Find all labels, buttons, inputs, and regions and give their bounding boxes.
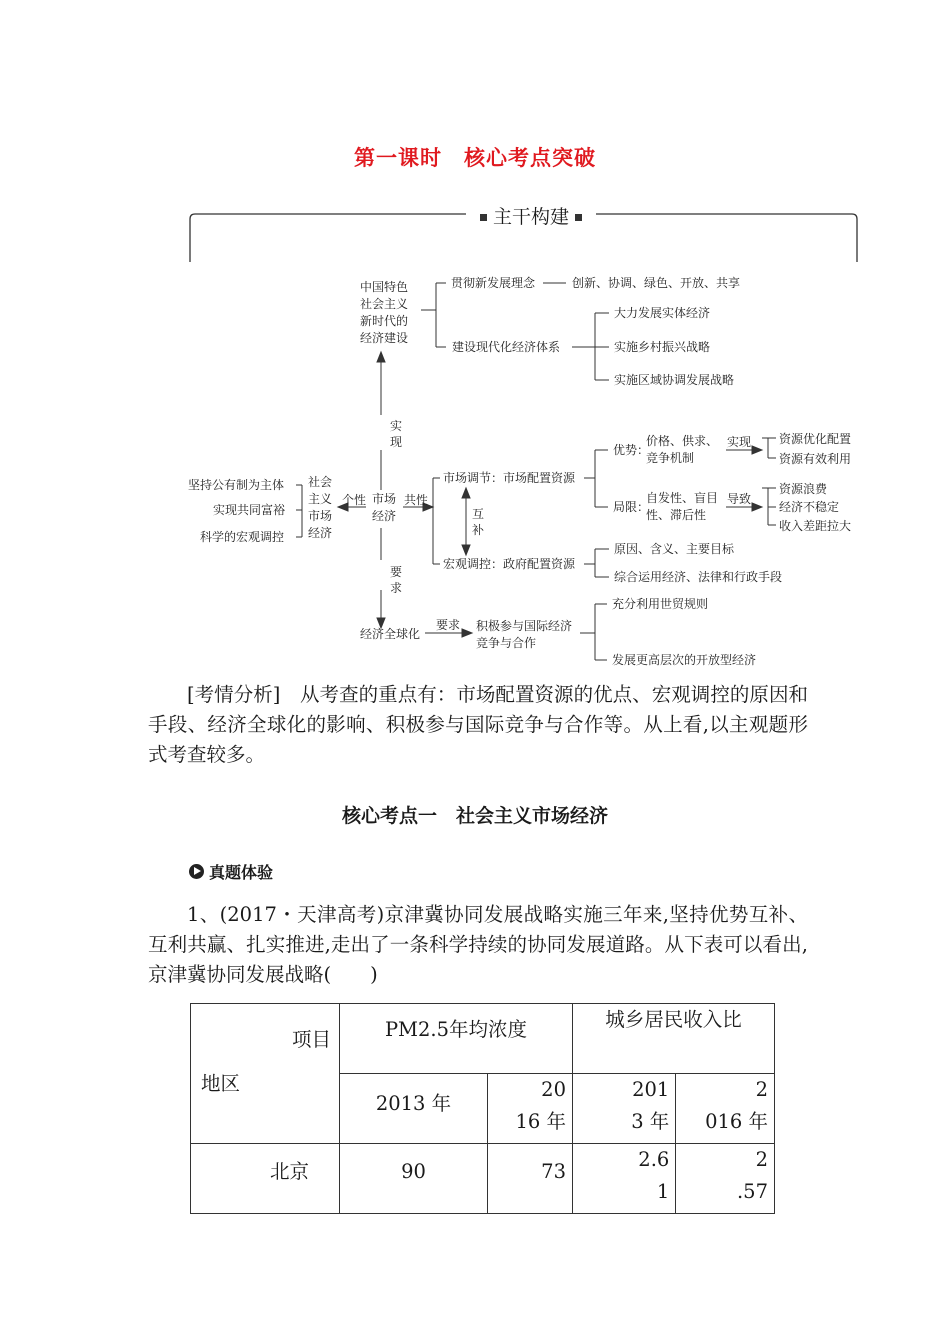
mindmap-item: 综合运用经济、法律和行政手段	[614, 570, 783, 584]
mindmap-item: 实施区域协调发展战略	[614, 373, 735, 387]
table-header-income: 城乡居民收入比	[573, 1004, 775, 1074]
mindmap-item-modern-system: 建设现代化经济体系	[452, 340, 561, 354]
mindmap-market-node: 市场调节：市场配置资源	[443, 471, 576, 485]
question-text: 1、(2017・天津高考)京津冀协同发展战略实施三年来,坚持优势互补、互利共赢、扎实推进,走出了一条科学持续的协同发展道路。从下表可以看出,京津冀协同发展战略( )	[148, 903, 808, 986]
analysis-text: 从考查的重点有：市场配置资源的优点、宏观调控的原因和手段、经济全球化的影响、积极参与国际竞争与合作等。从上看,以主观题形式考查较多。	[148, 683, 808, 766]
mindmap-globalization-node: 经济全球化	[360, 627, 421, 641]
mindmap-item: 资源浪费	[779, 482, 828, 496]
subsection-label: 真题体验	[209, 863, 274, 882]
mindmap-limit-connector: 导致	[727, 492, 752, 506]
mindmap-top-connector: 实现	[389, 419, 402, 449]
mindmap-item: 收入差距拉大	[779, 519, 852, 533]
data-table	[190, 1003, 775, 1214]
mindmap-item: 发展更高层次的开放型经济	[612, 653, 757, 667]
mindmap-mutual-label: 互补	[471, 507, 484, 537]
table-subheader: 201 3 年	[573, 1074, 676, 1144]
mindmap-action-node: 积极参与国际经济竞争与合作	[476, 619, 573, 650]
mindmap-item: 资源有效利用	[779, 452, 852, 466]
mindmap-macro-node: 宏观调控：政府配置资源	[443, 557, 576, 571]
table-cell-region: 北京	[191, 1144, 340, 1214]
table-cell: 90	[340, 1144, 488, 1214]
mindmap-left-connector: 个性	[342, 493, 367, 507]
mindmap-right-connector: 共性	[404, 493, 429, 507]
mindmap-center-node: 市场经济	[372, 492, 397, 523]
page-title: 第一课时 核心考点突破	[354, 146, 596, 170]
mindmap-item: 坚持公有制为主体	[188, 478, 285, 492]
mindmap-item: 经济不稳定	[779, 500, 840, 514]
table-corner-top: 项目	[291, 1028, 331, 1051]
mindmap-top-node: 中国特色社会主义新时代的经济建设	[360, 280, 409, 345]
table-subheader: 20 16 年	[488, 1074, 573, 1144]
subsection-heading	[189, 860, 273, 883]
table-subheader: 2013 年	[340, 1074, 488, 1144]
mindmap-item-new-concept-detail: 创新、协调、绿色、开放、共享	[572, 276, 741, 290]
play-circle-icon	[189, 864, 204, 879]
mindmap-item: 大力发展实体经济	[614, 306, 711, 320]
mindmap-left-node: 社会主义市场经济	[308, 475, 333, 540]
table-row	[191, 1144, 775, 1214]
analysis-paragraph	[148, 680, 808, 770]
mindmap-bottom-connector: 要求	[389, 565, 402, 595]
mindmap-item: 实现共同富裕	[213, 503, 286, 517]
mindmap-limit-label: 局限：	[613, 500, 650, 514]
mindmap-item: 原因、含义、主要目标	[614, 542, 735, 556]
mindmap-item-new-concept: 贯彻新发展理念	[451, 276, 536, 290]
mindmap-item: 资源优化配置	[779, 432, 852, 446]
section-title: 核心考点一 社会主义市场经济	[341, 805, 608, 827]
banner-text: 主干构建	[492, 206, 569, 228]
mindmap-item: 实施乡村振兴战略	[614, 340, 711, 354]
table-cell: 2 .57	[676, 1144, 775, 1214]
question-paragraph	[148, 900, 808, 990]
table-cell: 73	[488, 1144, 573, 1214]
mindmap-item: 科学的宏观调控	[200, 530, 285, 544]
table-cell: 2.6 1	[573, 1144, 676, 1214]
table-header-pm25: PM2.5年均浓度	[340, 1004, 573, 1074]
mindmap-bottom-edge: 要求	[436, 618, 461, 632]
mindmap-advantage-connector: 实现	[727, 435, 752, 449]
table-corner-bottom: 地区	[201, 1072, 241, 1095]
mindmap-item: 充分利用世贸规则	[612, 597, 709, 611]
mindmap-advantage-text: 价格、供求、竞争机制	[646, 434, 719, 465]
mindmap-advantage-label: 优势：	[613, 443, 650, 457]
table-subheader: 2 016 年	[676, 1074, 775, 1144]
analysis-label: [考情分析]	[187, 683, 281, 706]
mindmap-limit-text: 自发性、盲目性、滞后性	[646, 491, 719, 522]
table-corner-cell	[191, 1004, 340, 1144]
